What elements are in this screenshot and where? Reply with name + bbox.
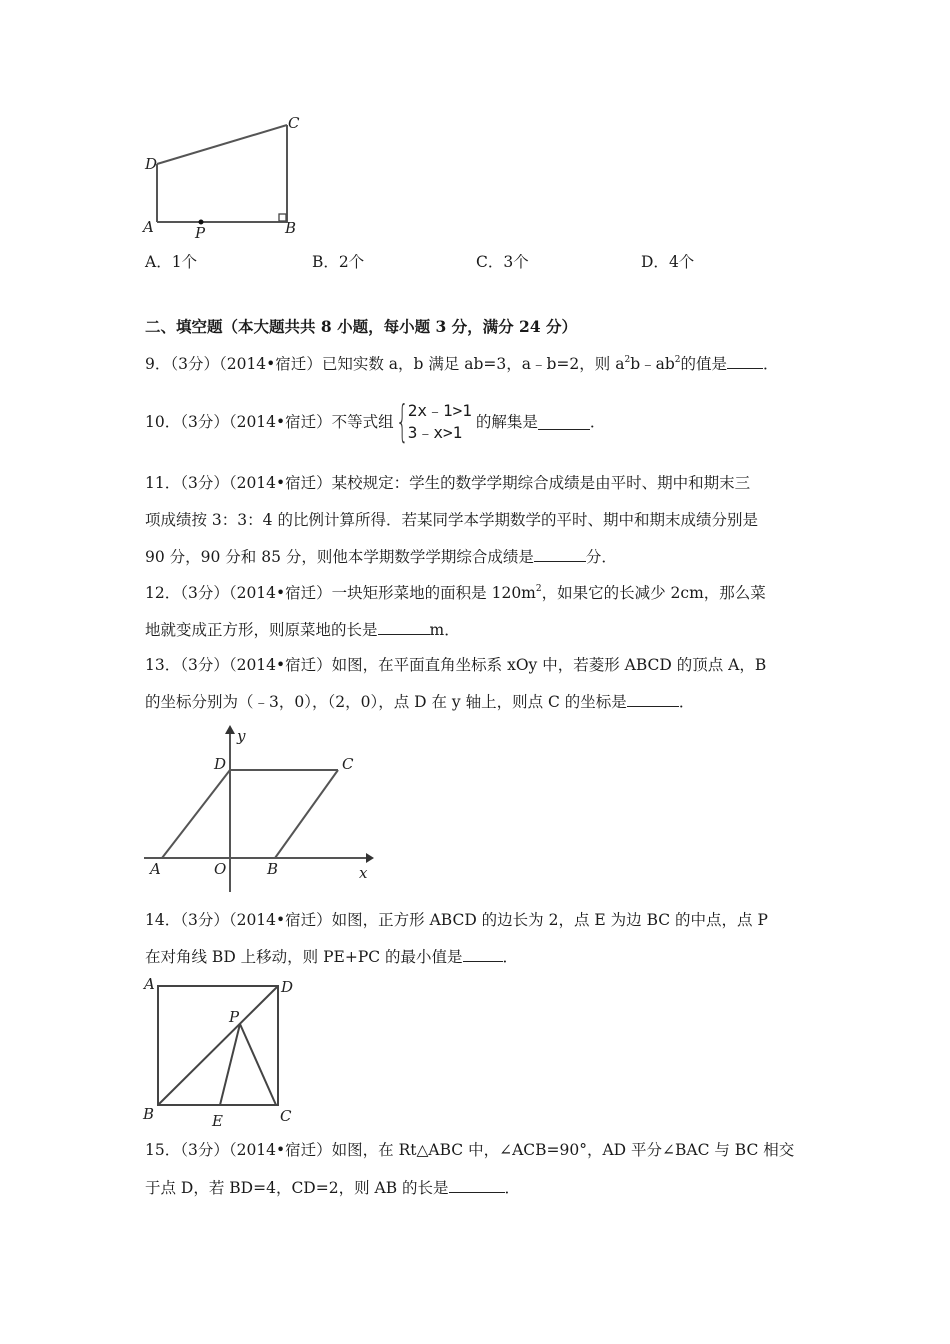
section-heading: 二、填空题（本大题共共 8 小题，每小题 3 分，满分 24 分） <box>145 317 578 336</box>
question-12-line2: 地就变成正方形，则原菜地的长是 m． <box>145 621 460 639</box>
label-e: E <box>212 1112 223 1130</box>
x-axis-arrow-icon <box>366 853 374 863</box>
option-d: D．4个 <box>641 253 695 271</box>
label-o: O <box>214 860 227 878</box>
answer-blank[interactable] <box>538 415 590 430</box>
question-15-line2: 于点 D，若 BD=4，CD=2，则 AB 的长是 ． <box>145 1179 521 1197</box>
label-d: D <box>214 755 227 773</box>
answer-blank[interactable] <box>463 947 503 962</box>
figure-q14-square <box>140 975 315 1130</box>
label-d: D <box>281 978 294 996</box>
question-12-line1: 12．（3分）（2014•宿迁）一块矩形菜地的面积是 $120m^2$，如果它的长减少 2cm，那么菜 <box>145 584 766 602</box>
question-9: 9．（3分）（2014•宿迁）已知实数 a，b 满足 ab=3，a﹣b=2，则 $a^2b﹣ab^2$的值是 ． <box>145 355 779 373</box>
option-b: B．2个 <box>312 253 365 271</box>
label-a: A <box>144 975 155 993</box>
question-11-line3: 90 分，90 分和 85 分，则他本学期数学学期综合成绩是 分． <box>145 548 617 566</box>
question-13-line2: 的坐标分别为（﹣3，0），（2，0），点 D 在 y 轴上，则点 C 的坐标是 ． <box>145 693 695 711</box>
label-c: C <box>342 755 354 773</box>
question-14-line1: 14．（3分）（2014•宿迁）如图，正方形 ABCD 的边长为 2，点 E 为边 BC 的中点，点 P <box>145 911 768 929</box>
y-axis-arrow-icon <box>225 725 235 734</box>
answer-blank[interactable] <box>378 620 430 635</box>
option-a: A．1个 <box>145 253 198 271</box>
answer-blank[interactable] <box>727 354 763 369</box>
option-c: C．3个 <box>476 253 529 271</box>
answer-blank[interactable] <box>534 547 586 562</box>
question-10: 10．（3分）（2014•宿迁）不等式组 { 2x﹣1>1 3﹣x>1 的解集是 ． <box>145 396 606 447</box>
label-c: C <box>288 114 300 132</box>
brace-icon: { <box>395 396 409 447</box>
label-b: B <box>285 219 297 237</box>
question-14-line2: 在对角线 BD 上移动，则 PE+PC 的最小值是 ． <box>145 948 519 966</box>
figure-q8-trapezoid <box>135 105 335 245</box>
answer-blank[interactable] <box>449 1178 505 1193</box>
inequality-system: { 2x﹣1>1 3﹣x>1 <box>395 396 472 447</box>
label-d: D <box>145 155 158 173</box>
label-a: A <box>143 218 154 236</box>
label-y: y <box>237 727 246 745</box>
label-b: B <box>143 1105 155 1123</box>
figure-q13-rhombus <box>140 722 390 900</box>
label-a: A <box>150 860 161 878</box>
label-c: C <box>280 1107 292 1125</box>
question-11-line2: 项成绩按 3：3：4 的比例计算所得．若某同学本学期数学的平时、期中和期末成绩分别是 <box>145 511 758 529</box>
label-x: x <box>359 864 368 882</box>
label-p: P <box>229 1008 240 1026</box>
question-15-line1: 15．（3分）（2014•宿迁）如图，在 Rt△ABC 中，∠ACB=90°，AD 平分∠BAC 与 BC 相交 <box>145 1141 795 1159</box>
answer-blank[interactable] <box>627 692 679 707</box>
question-13-line1: 13．（3分）（2014•宿迁）如图，在平面直角坐标系 xOy 中，若菱形 ABCD 的顶点 A，B <box>145 656 767 674</box>
label-p: P <box>195 224 206 242</box>
label-b: B <box>267 860 279 878</box>
question-11-line1: 11．（3分）（2014•宿迁）某校规定：学生的数学学期综合成绩是由平时、期中和期末三 <box>145 474 751 492</box>
